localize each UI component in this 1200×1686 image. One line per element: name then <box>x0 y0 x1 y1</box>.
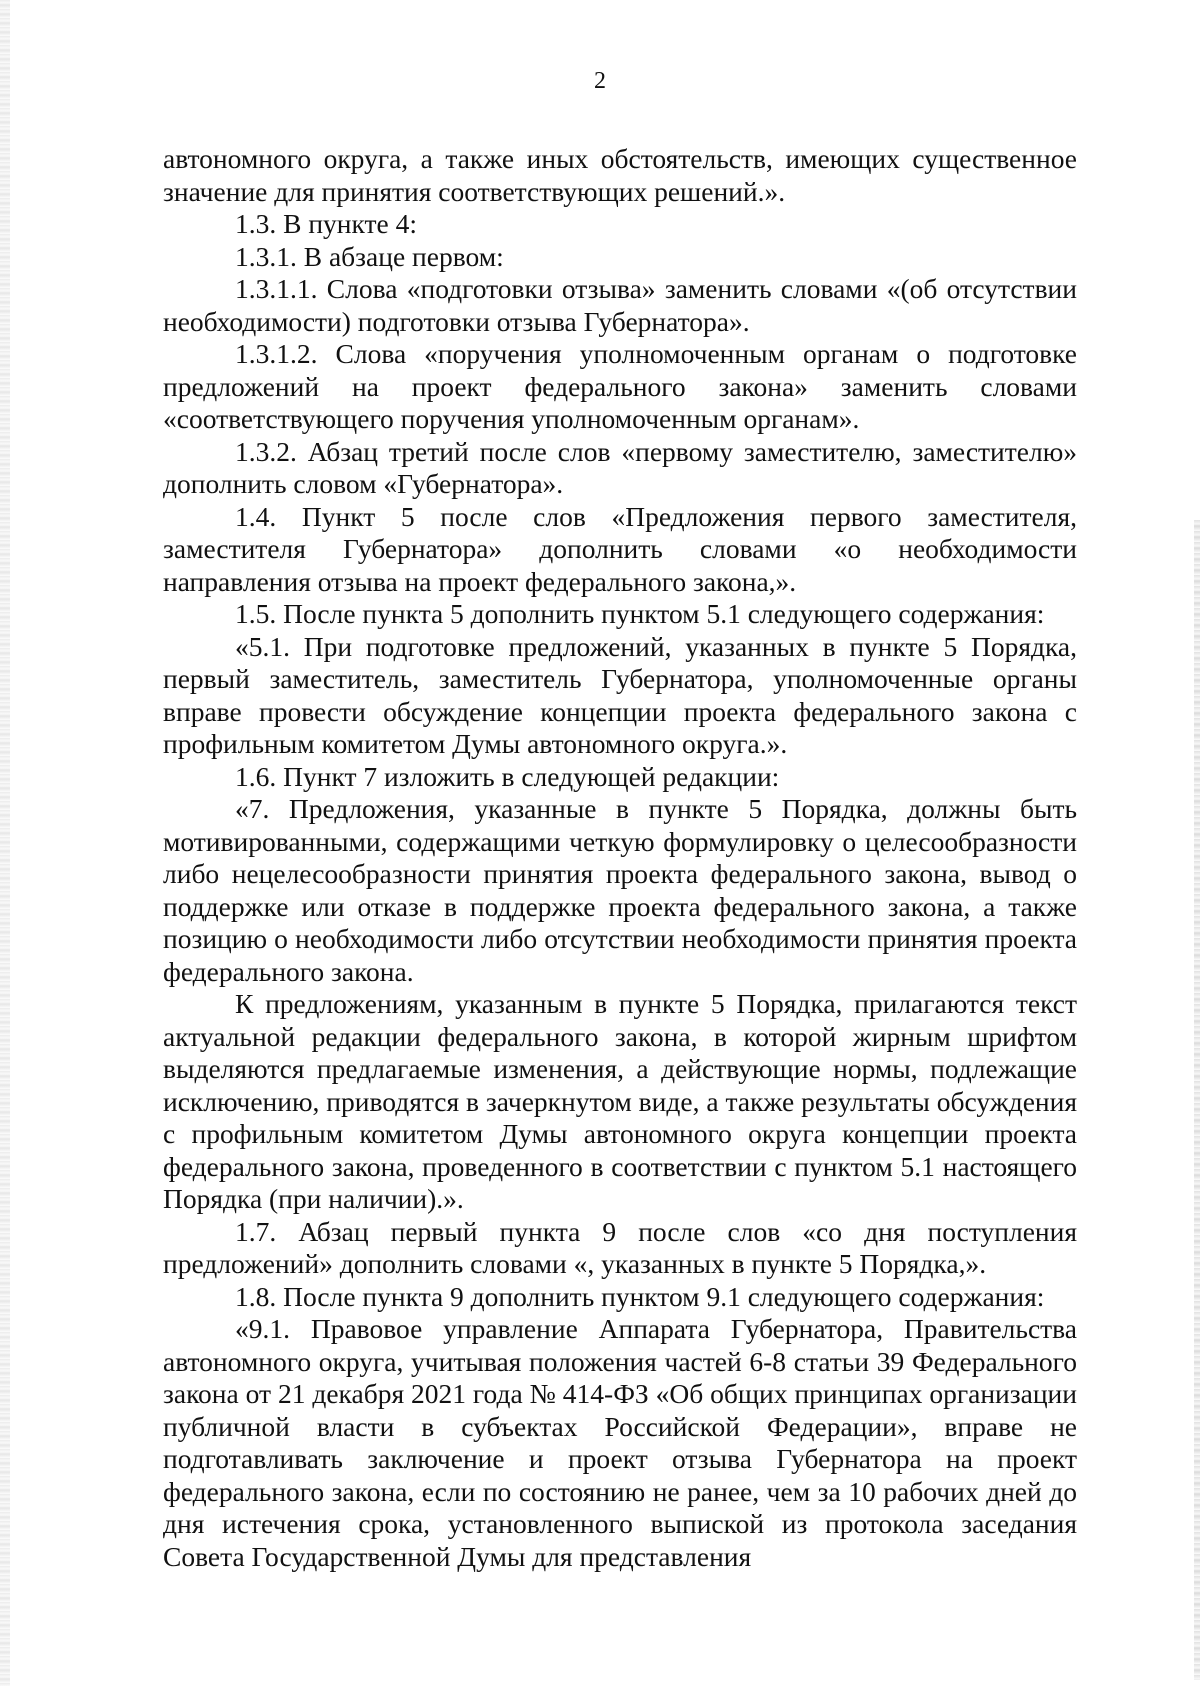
paragraph: автономного округа, а также иных обстоятельств, имеющих существенное значение для принятия соответствующих решений.». <box>163 143 1077 207</box>
paragraph: 1.4. Пункт 5 после слов «Предложения первого заместителя, заместителя Губернатора» дополнить словами «о необходимости направления отзыва на проект федерального закона,». <box>163 500 1077 597</box>
paragraph: 1.3.1.2. Слова «поручения уполномоченным органам о подготовке предложений на проект федерального закона» заменить словами «соответствующего поручения уполномоченным органам». <box>163 338 1077 434</box>
paragraph: 1.5. После пункта 5 дополнить пунктом 5.1 следующего содержания: <box>235 598 1045 629</box>
scan-edge-left <box>0 0 10 1686</box>
document-body <box>163 143 1077 1573</box>
paragraph: 1.3.1.1. Слова «подготовки отзыва» заменить словами «(об отсутствии необходимости) подготовки отзыва Губернатора». <box>163 273 1077 337</box>
paragraph: 1.8. После пункта 9 дополнить пунктом 9.1 следующего содержания: <box>235 1280 1045 1312</box>
paragraph: 1.3. В пункте 4: <box>235 208 418 239</box>
paragraph: «5.1. При подготовке предложений, указанных в пункте 5 Порядка, первый заместитель, заместитель Губернатора, уполномоченные органы вправе провести обсуждение концепции проекта федерального закона с профильным комитетом Думы автономного округа.». <box>163 630 1077 759</box>
paragraph: «9.1. Правовое управление Аппарата Губернатора, Правительства автономного округа, учитывая положения частей 6-8 статьи 39 Федерального закона от 21 декабря 2021 года № 414-ФЗ «Об общих принципах организации публичной власти в субъектах Российской Федерации», вправе не подготавливать заключение и проект отзыва Губернатора на проект федерального закона, если по состоянию не ранее, чем за 10 рабочих дней до дня истечения срока, установленного выпиской из протокола заседания Совета Государственной Думы для представления <box>163 1313 1077 1572</box>
paragraph: 1.3.1. В абзаце первом: <box>235 240 504 272</box>
paragraph: 1.7. Абзац первый пункта 9 после слов «со дня поступления предложений» дополнить словами «, указанных в пункте 5 Порядка,». <box>163 1215 1077 1279</box>
scan-edge-right <box>1194 520 1200 1680</box>
page-number: 2 <box>594 68 606 94</box>
paragraph: 1.6. Пункт 7 изложить в следующей редакции: <box>235 760 780 792</box>
paragraph: 1.3.2. Абзац третий после слов «первому заместителю, заместителю» дополнить словом «Губернатора». <box>163 435 1077 499</box>
paragraph: «7. Предложения, указанные в пункте 5 Порядка, должны быть мотивированными, содержащими четкую формулировку о целесообразности либо нецелесообразности принятия проекта федерального закона, вывод о поддержке или отказе в поддержке проекта федерального закона, а также позицию о необходимости либо отсутствии необходимости принятия проекта федерального закона. <box>163 793 1077 987</box>
paragraph: К предложениям, указанным в пункте 5 Порядка, прилагаются текст актуальной редакции федерального закона, в которой жирным шрифтом выделяются предлагаемые изменения, а действующие нормы, подлежащие исключению, приводятся в зачеркнутом виде, а также результаты обсуждения с профильным комитетом Думы автономного округа концепции проекта федерального закона, проведенного в соответствии с пунктом 5.1 настоящего Порядка (при наличии).». <box>163 988 1077 1214</box>
